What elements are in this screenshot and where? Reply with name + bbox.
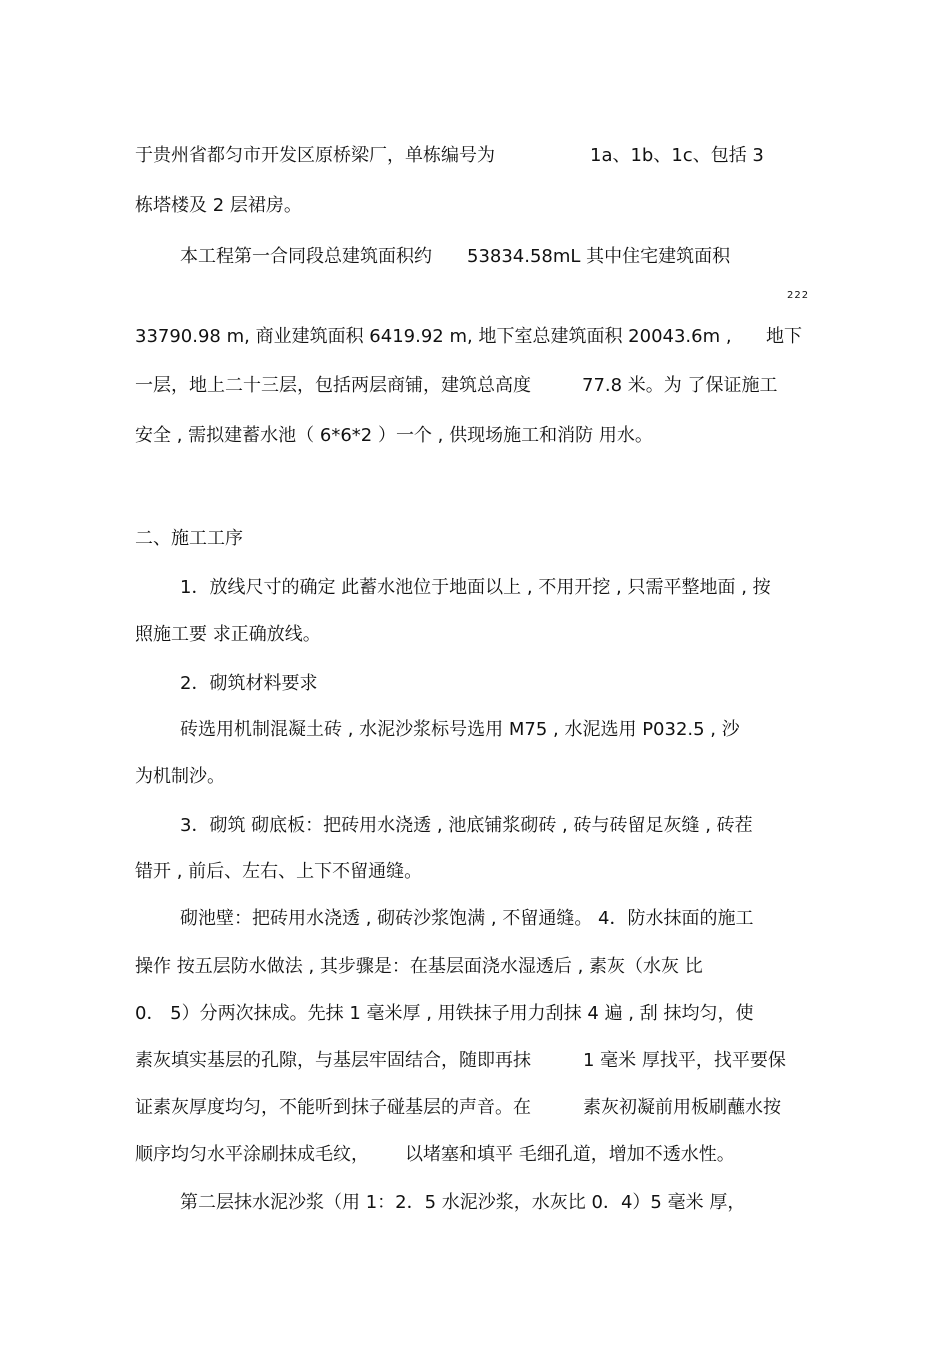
text-segment: 一层，地上二十三层，包括两层商铺，建筑总高度 (135, 375, 531, 396)
text-line (0, 621, 950, 649)
text-segment: 第二层抹水泥沙浆（用 1：2．5 水泥沙浆，水灰比 0．4）5 毫米 厚， (180, 1192, 746, 1213)
text-line (0, 1094, 950, 1122)
text-line (0, 1141, 950, 1169)
text-line (0, 905, 950, 933)
text-segment: 操作 按五层防水做法 , 其步骤是：在基层面浇水湿透后 , 素灰（水灰 比 (135, 956, 703, 977)
text-segment: 以堵塞和填平 毛细孔道，增加不透水性。 (405, 1144, 735, 1165)
text-segment: 二、施工工序 (135, 528, 243, 549)
text-line (0, 670, 950, 698)
text-segment: 1 毫米 厚找平，找平要保 (583, 1050, 786, 1071)
text-line (0, 858, 950, 886)
text-segment: 素灰填实基层的孔隙，与基层牢固结合，随即再抹 (135, 1050, 531, 1071)
text-line (0, 763, 950, 791)
text-segment: 53834.58mL 其中住宅建筑面积 (467, 246, 731, 267)
text-line (0, 1189, 950, 1217)
text-line (0, 323, 950, 351)
text-segment: 错开 , 前后、左右、上下不留通缝。 (135, 861, 423, 882)
text-segment: 顺序均匀水平涂刷抹成毛纹， (135, 1144, 369, 1165)
text-segment: 33790.98 m, 商业建筑面积 6419.92 m, 地下室总建筑面积 20043.6m , (135, 326, 732, 347)
text-line (0, 574, 950, 602)
superscript-marks: 222 (787, 290, 810, 301)
text-line (0, 1047, 950, 1075)
text-line (0, 243, 950, 271)
text-segment: 2．砌筑材料要求 (180, 673, 318, 694)
section-heading (0, 525, 950, 553)
text-segment: 素灰初凝前用板刷蘸水按 (583, 1097, 781, 1118)
text-segment: 栋塔楼及 2 层裙房。 (135, 195, 302, 216)
text-segment: 于贵州省都匀市开发区原桥梁厂，单栋编号为 (135, 145, 495, 166)
text-segment: 砌池壁：把砖用水浇透 , 砌砖沙浆饱满 , 不留通缝。 4．防水抹面的施工 (180, 908, 754, 929)
text-segment: 1a、1b、1c、包括 3 (590, 145, 764, 166)
text-line (0, 422, 950, 450)
text-line (0, 716, 950, 744)
text-segment: 地下 (766, 326, 802, 347)
text-segment: 证素灰厚度均匀，不能听到抹子碰基层的声音。在 (135, 1097, 531, 1118)
text-segment: 为机制沙。 (135, 766, 225, 787)
text-segment: 77.8 米。为 了保证施工 (582, 375, 778, 396)
text-line (0, 1000, 950, 1028)
text-segment: 安全 , 需拟建蓄水池（ 6*6*2 ）一个 , 供现场施工和消防 用水。 (135, 425, 653, 446)
text-segment: 照施工要 求正确放线。 (135, 624, 321, 645)
text-segment: 0． 5）分两次抹成。先抹 1 毫米厚 , 用铁抹子用力刮抹 4 遍 , 刮 抹均匀，使 (135, 1003, 754, 1024)
text-segment: 本工程第一合同段总建筑面积约 (180, 246, 432, 267)
text-line (0, 142, 950, 170)
text-line (0, 372, 950, 400)
text-line (0, 812, 950, 840)
text-segment: 砖选用机制混凝土砖 , 水泥沙浆标号选用 M75 , 水泥选用 P032.5 , 沙 (180, 719, 740, 740)
text-line (0, 953, 950, 981)
text-segment: 1．放线尺寸的确定 此蓄水池位于地面以上 , 不用开挖 , 只需平整地面 , 按 (180, 577, 771, 598)
text-segment: 3．砌筑 砌底板：把砖用水浇透 , 池底铺浆砌砖 , 砖与砖留足灰缝 , 砖茬 (180, 815, 753, 836)
text-line (0, 192, 950, 220)
